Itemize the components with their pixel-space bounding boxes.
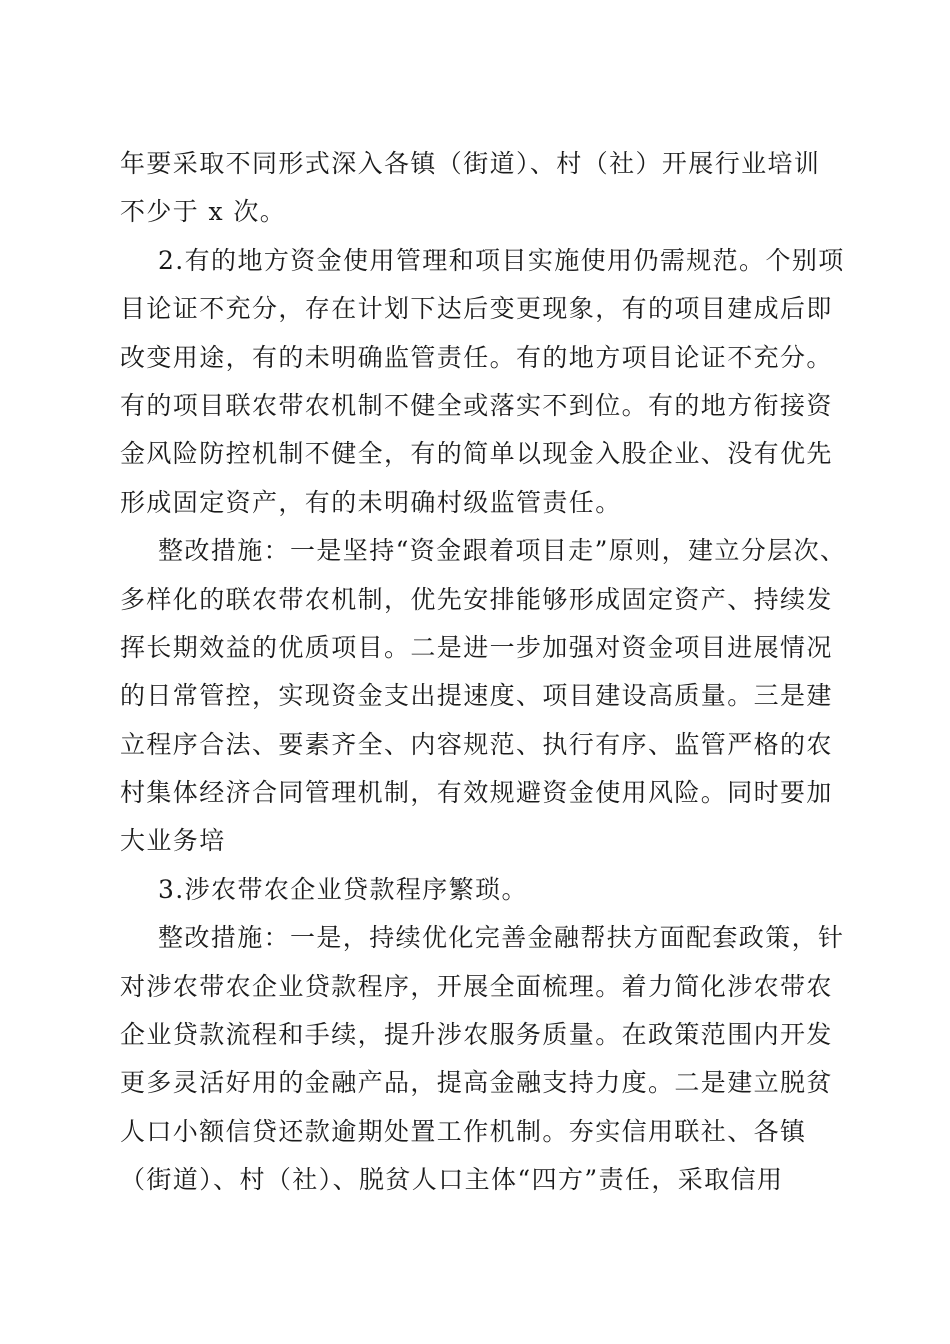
text-line: 目论证不充分，存在计划下达后变更现象，有的项目建成后即 [120, 294, 833, 324]
text-line: 金风险防控机制不健全，有的简单以现金入股企业、没有优先 [120, 439, 833, 469]
text-line: 年要采取不同形式深入各镇（街道）、村（社）开展行业培训 [120, 149, 821, 178]
document-body [120, 140, 847, 1205]
text-line: 村集体经济合同管理机制，有效规避资金使用风险。同时要加 [120, 778, 833, 808]
text-line: 改变用途，有的未明确监管责任。有的地方项目论证不充分。 [120, 342, 833, 372]
text-line: 多样化的联农带农机制，优先安排能够形成固定资产、持续发 [120, 584, 833, 614]
text-line: 挥长期效益的优质项目。二是进一步加强对资金项目进展情况 [120, 632, 833, 662]
text-line: 大业务培 [120, 826, 226, 856]
text-line: 企业贷款流程和手续，提升涉农服务质量。在政策范围内开发 [120, 1020, 833, 1050]
text-line: 人口小额信贷还款逾期处置工作机制。夯实信用联社、各镇 [120, 1116, 807, 1146]
text-line: 形成固定资产，有的未明确村级监管责任。 [120, 487, 622, 517]
text-line-measures: 整改措施：一是坚持“资金跟着项目走”原则，建立分层次、 [158, 536, 847, 566]
text-line-heading: 2.有的地方资金使用管理和项目实施使用仍需规范。个别项 [158, 245, 845, 275]
text-line: 不少于 x 次。 [120, 197, 287, 227]
text-line: 有的项目联农带农机制不健全或落实不到位。有的地方衔接资 [120, 390, 833, 420]
text-line: 对涉农带农企业贷款程序，开展全面梳理。着力简化涉农带农 [120, 971, 833, 1001]
text-line: 更多灵活好用的金融产品，提高金融支持力度。二是建立脱贫 [120, 1068, 833, 1098]
text-line: 立程序合法、要素齐全、内容规范、执行有序、监管严格的农 [120, 729, 833, 759]
text-line-heading: 3.涉农带农企业贷款程序繁琐。 [158, 874, 528, 904]
text-line: 的日常管控，实现资金支出提速度、项目建设高质量。三是建 [120, 681, 833, 711]
text-line: （街道）、村（社）、脱贫人口主体“四方”责任，采取信用 [120, 1165, 784, 1195]
text-line-measures: 整改措施：一是，持续优化完善金融帮扶方面配套政策，针 [158, 923, 845, 953]
